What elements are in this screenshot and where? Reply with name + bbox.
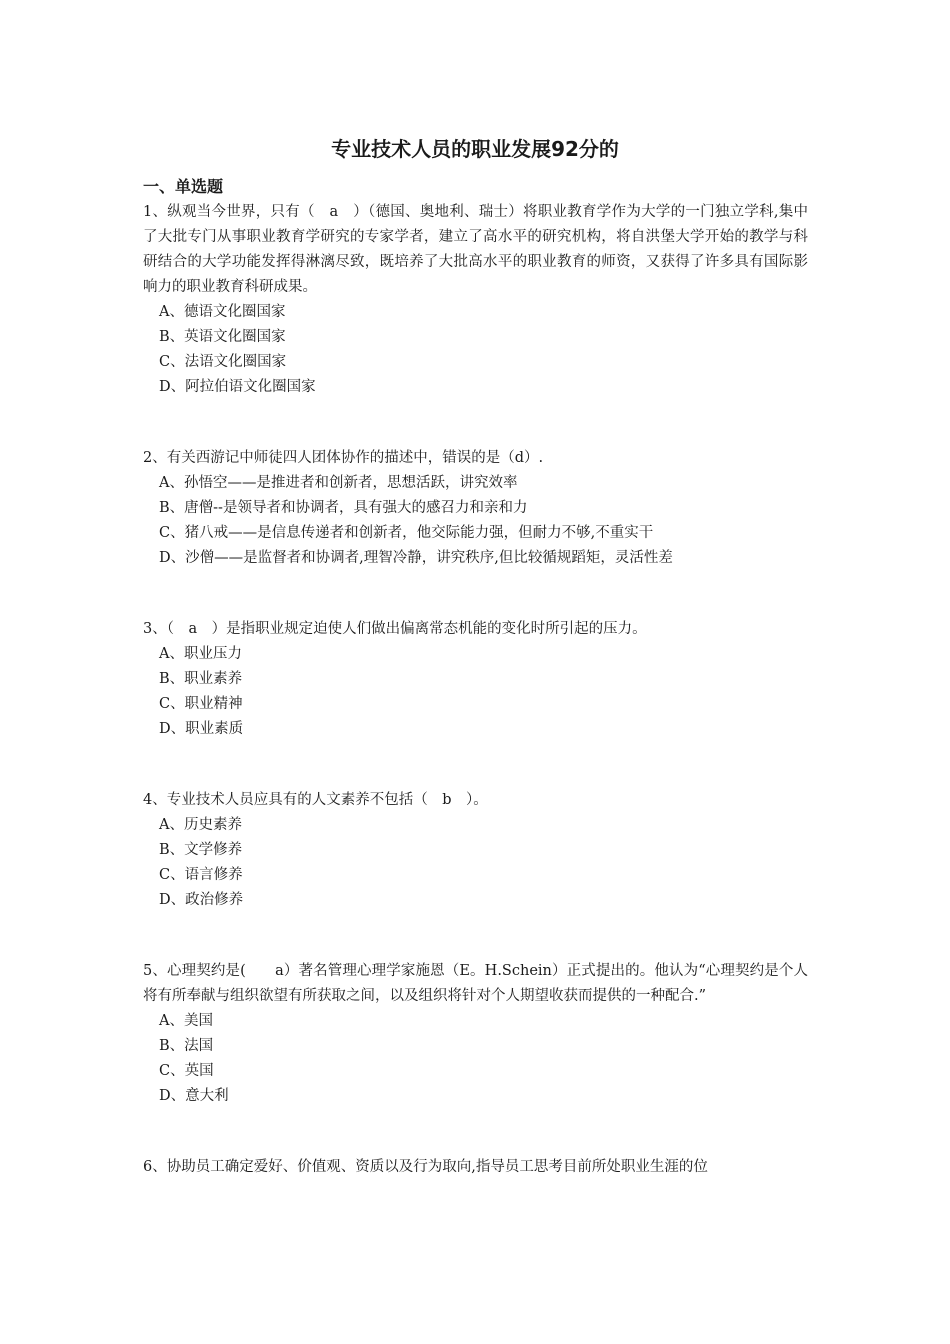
option-b: B、英语文化圈国家 [159, 329, 286, 345]
document-title: 专业技术人员的职业发展92分的 [331, 137, 619, 161]
option-list [143, 471, 808, 571]
spacer [143, 913, 808, 959]
question-stem: 3、（ a ）是指职业规定迫使人们做出偏离常态机能的变化时所引起的压力。 [143, 621, 647, 637]
spacer [143, 571, 808, 617]
option-list [143, 300, 808, 400]
option-d: D、沙僧——是监督者和协调者,理智冷静，讲究秩序,但比较循规蹈矩，灵活性差 [159, 550, 673, 566]
option-d: D、职业素质 [159, 721, 244, 737]
option-c: C、英国 [159, 1063, 214, 1079]
question-4 [143, 788, 808, 913]
question-3 [143, 617, 808, 742]
spacer [143, 1109, 808, 1155]
question-1 [143, 200, 808, 400]
option-c: C、猪八戒——是信息传递者和创新者，他交际能力强，但耐力不够,不重实干 [159, 525, 654, 541]
option-d: D、阿拉伯语文化圈国家 [159, 379, 316, 395]
option-c: C、法语文化圈国家 [159, 354, 287, 370]
option-b: B、职业素养 [159, 671, 243, 687]
section-heading: 一、单选题 [143, 177, 224, 196]
option-list [143, 1009, 808, 1109]
option-b: B、法国 [159, 1038, 214, 1054]
question-5 [143, 959, 808, 1109]
option-c: C、职业精神 [159, 696, 243, 712]
option-a: A、孙悟空——是推进者和创新者，思想活跃，讲究效率 [159, 475, 518, 491]
option-list [143, 642, 808, 742]
question-stem: 2、有关西游记中师徒四人团体协作的描述中，错误的是（d）. [143, 450, 544, 466]
question-stem: 1、纵观当今世界，只有（ a ）（德国、奥地利、瑞士）将职业教育学作为大学的一门独立学科,集中了大批专门从事职业教育学研究的专家学者，建立了高水平的研究机构，将自洪堡大学开始的教学与科研结合的大学功能发挥得淋漓尽致，既培养了大批高水平的职业教育的师资，又获得了许多具有国际影响力的职业教育科研成果。 [143, 204, 808, 295]
option-a: A、美国 [159, 1013, 213, 1029]
option-a: A、历史素养 [159, 817, 242, 833]
spacer [143, 400, 808, 446]
spacer [143, 742, 808, 788]
question-stem: 4、专业技术人员应具有的人文素养不包括（ b ）。 [143, 792, 488, 808]
question-list [143, 200, 808, 1180]
question-2 [143, 446, 808, 571]
question-stem: 5、心理契约是( a）著名管理心理学家施恩（E。H.Schein）正式提出的。他认为“心理契约是个人将有所奉献与组织欲望有所获取之间，以及组织将针对个人期望收获而提供的一种配合.” [143, 963, 808, 1004]
option-d: D、政治修养 [159, 892, 244, 908]
option-a: A、职业压力 [159, 646, 242, 662]
question-stem: 6、协助员工确定爱好、价值观、资质以及行为取向,指导员工思考目前所处职业生涯的位 [143, 1159, 708, 1175]
option-b: B、文学修养 [159, 842, 243, 858]
option-a: A、德语文化圈国家 [159, 304, 286, 320]
option-d: D、意大利 [159, 1088, 229, 1104]
option-list [143, 813, 808, 913]
question-6 [143, 1155, 808, 1180]
option-b: B、唐僧--是领导者和协调者，具有强大的感召力和亲和力 [159, 500, 528, 516]
option-c: C、语言修养 [159, 867, 243, 883]
